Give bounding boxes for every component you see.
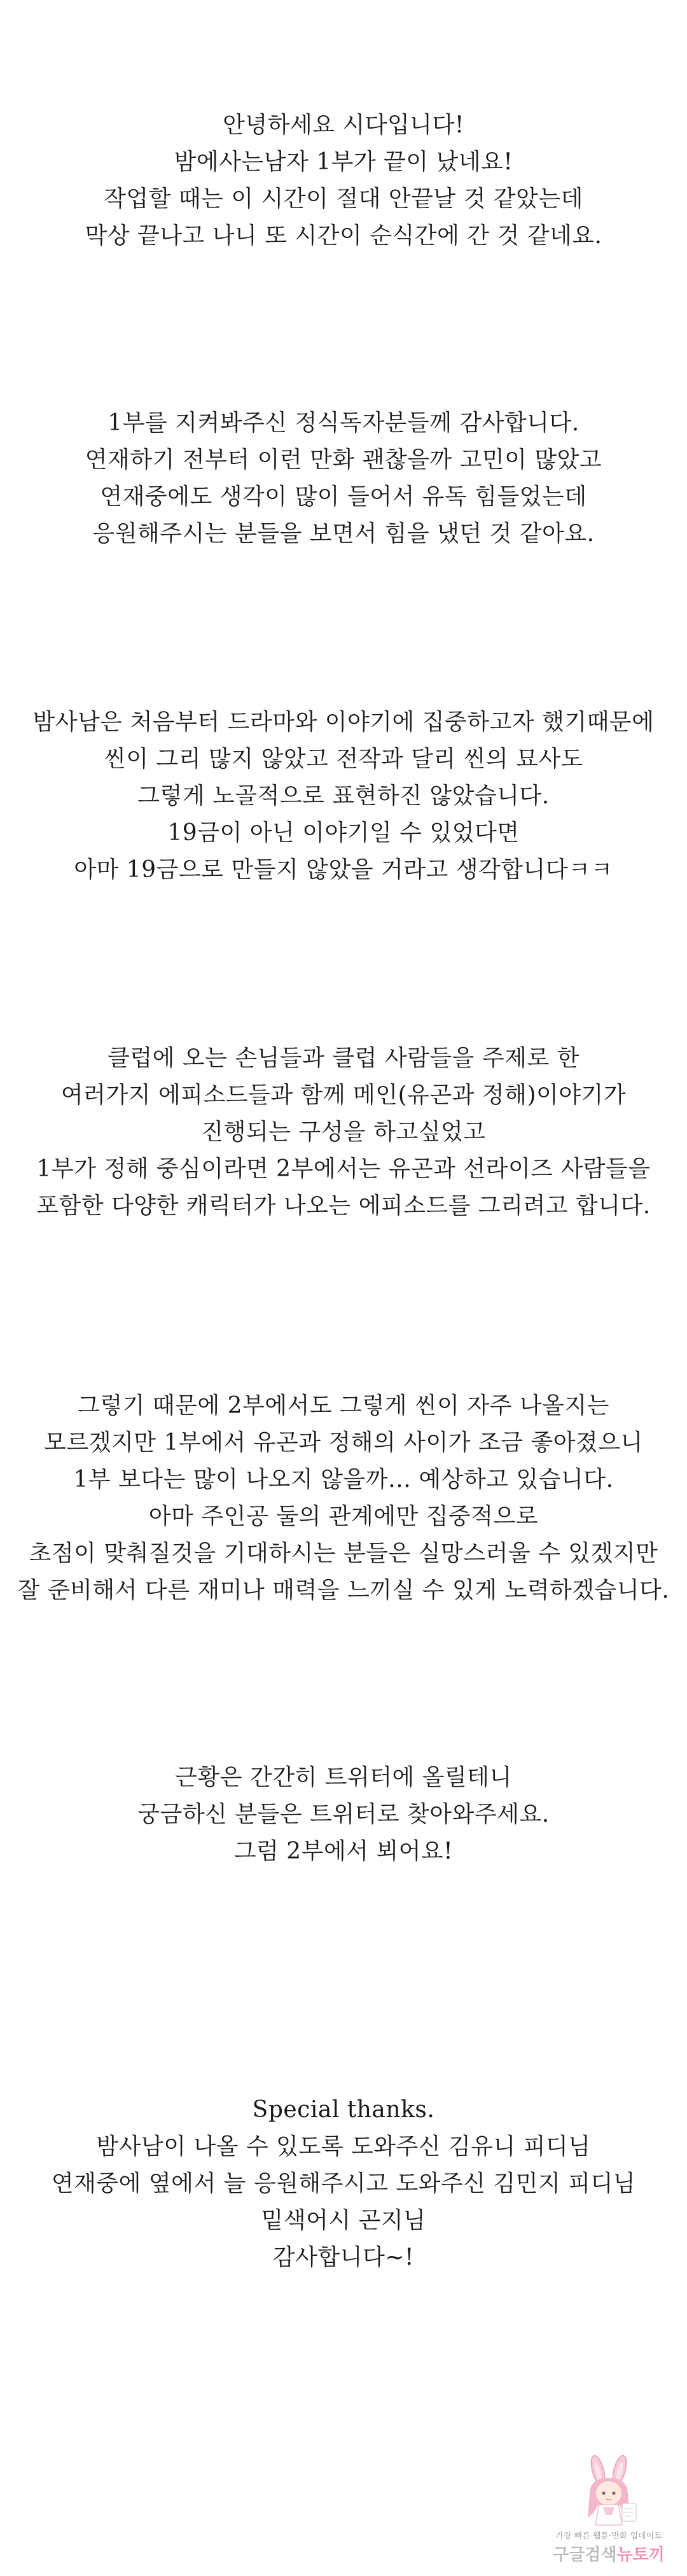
text-line: 밤사남이 나올 수 있도록 도와주신 김유니 피디님	[96, 2134, 591, 2160]
watermark-caption: 가장 빠른 웹툰·만화 업데이트	[555, 2531, 662, 2541]
text-line: 그렇게 노골적으로 표현하진 않았습니다.	[137, 783, 550, 809]
afterword-paragraph-thanks-readers	[0, 405, 687, 553]
text-line: 연재하기 전부터 이런 만화 괜찮을까 고민이 많았고	[85, 447, 602, 473]
text-line: 안녕하세요 시다입니다!	[223, 112, 464, 138]
text-line: Special thanks.	[252, 2097, 435, 2123]
text-line: 여러가지 에피소드들과 함께 메인(유곤과 정해)이야기가	[60, 1082, 627, 1108]
afterword-paragraph-part2-plan	[0, 1040, 687, 1225]
afterword-paragraph-special-thanks	[0, 2092, 687, 2276]
text-line: 19금이 아닌 이야기일 수 있었다면	[167, 820, 520, 846]
afterword-paragraph-expectations	[0, 1388, 687, 1609]
text-line: 클럽에 오는 손님들과 클럽 사람들을 주제로 한	[108, 1045, 579, 1071]
bunny-girl-mascot-icon	[561, 2454, 656, 2530]
text-line: 근황은 간간히 트위터에 올릴테니	[175, 1764, 512, 1791]
text-line: 아마 주인공 둘의 관계에만 집중적으로	[148, 1503, 539, 1530]
afterword-paragraph-twitter	[0, 1759, 687, 1870]
site-watermark	[542, 2454, 676, 2568]
text-line: 밑색어시 곤지님	[261, 2207, 426, 2234]
text-line: 모르겠지만 1부에서 유곤과 정해의 사이가 조금 좋아졌으니	[44, 1430, 643, 1456]
text-line: 밤사남은 처음부터 드라마와 이야기에 집중하고자 했기때문에	[32, 709, 655, 735]
text-line: 연재중에 옆에서 늘 응원해주시고 도와주신 김민지 피디님	[51, 2171, 636, 2197]
text-line: 아마 19금으로 만들지 않았을 거라고 생각합니다ㅋㅋ	[74, 857, 613, 883]
text-line: 잘 준비해서 다른 재미나 매력을 느끼실 수 있게 노력하겠습니다.	[17, 1577, 670, 1603]
text-line: 그럼 2부에서 뵈어요!	[233, 1838, 454, 1864]
text-line: 초점이 맞춰질것을 기대하시는 분들은 실망스러울 수 있겠지만	[29, 1540, 658, 1566]
afterword-paragraph-story-focus	[0, 704, 687, 889]
text-line: 포함한 다양한 캐릭터가 나오는 에피소드를 그리려고 합니다.	[36, 1193, 651, 1219]
text-line: 1부가 정해 중심이라면 2부에서는 유곤과 선라이즈 사람들을	[36, 1156, 651, 1182]
text-line: 1부를 지켜봐주신 정식독자분들께 감사합니다.	[108, 410, 579, 436]
text-line: 연재중에도 생각이 많이 들어서 유독 힘들었는데	[100, 484, 587, 510]
text-line: 그렇기 때문에 2부에서도 그렇게 씬이 자주 나올지는	[78, 1393, 609, 1419]
watermark-brand-accent: 뉴토끼	[616, 2545, 665, 2565]
text-line: 감사합니다~!	[272, 2244, 414, 2270]
text-line: 1부 보다는 많이 나오지 않을까… 예상하고 있습니다.	[73, 1467, 614, 1493]
text-line: 작업할 때는 이 시간이 절대 안끝날 것 같았는데	[104, 186, 583, 212]
afterword-paragraph-greeting	[0, 107, 687, 255]
text-line: 막상 끝나고 나니 또 시간이 순식간에 간 것 같네요.	[85, 223, 602, 249]
text-line: 응원해주시는 분들을 보면서 힘을 냈던 것 같아요.	[92, 521, 595, 547]
text-line: 궁금하신 분들은 트위터로 찾아와주세요.	[137, 1801, 550, 1827]
watermark-brand	[542, 2542, 676, 2565]
text-line: 진행되는 구성을 하고싶었고	[201, 1119, 486, 1145]
watermark-brand-prefix: 구글검색	[553, 2545, 617, 2565]
text-line: 밤에사는남자 1부가 끝이 났네요!	[174, 149, 513, 175]
text-line: 씬이 그리 많지 않았고 전작과 달리 씬의 묘사도	[104, 746, 583, 772]
